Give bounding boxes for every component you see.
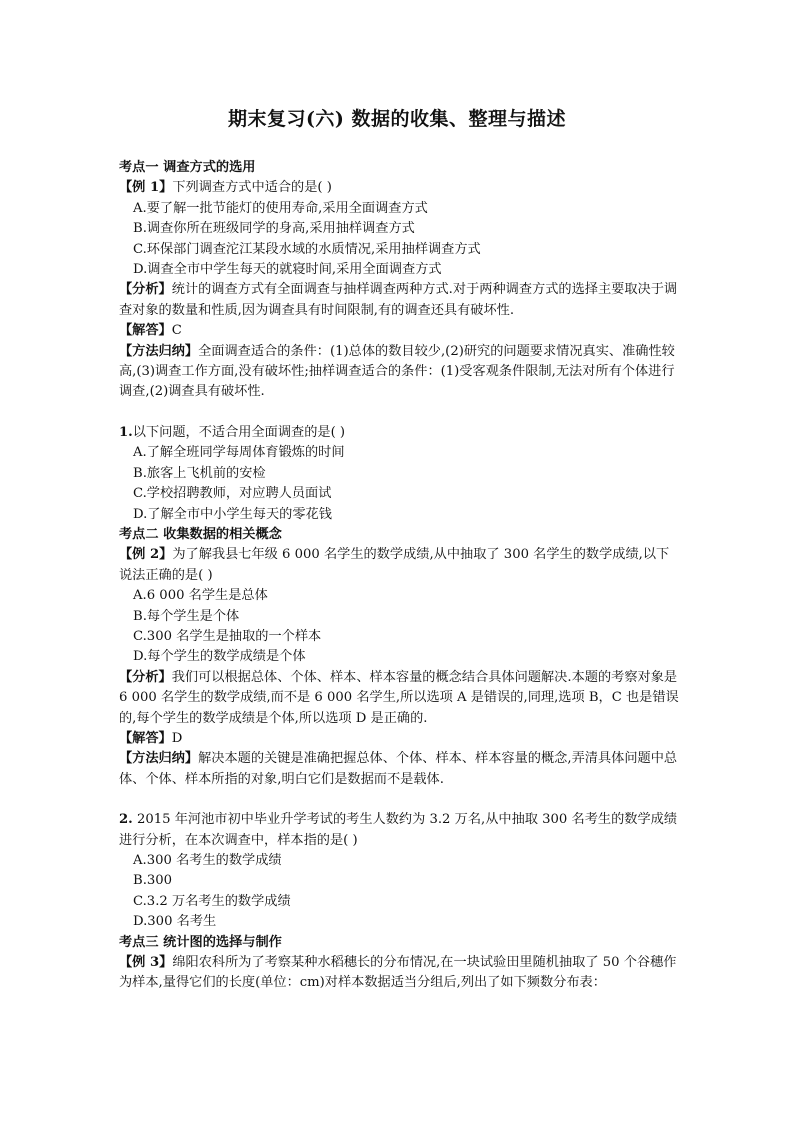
option-a: A.300 名考生的数学成绩 [133, 853, 282, 868]
option-a: A.了解全班同学每周体育锻炼的时间 [133, 445, 345, 461]
analysis-tag: 【分析】 [119, 669, 172, 685]
answer-1 [119, 321, 679, 341]
option-c: C.学校招聘教师，对应聘人员面试 [133, 486, 332, 502]
option-c: C.300 名学生是抽取的一个样本 [133, 628, 322, 644]
question-number: 2. [119, 812, 133, 828]
example-tag: 【例 2】 [119, 547, 173, 563]
method-text: 全面调查适合的条件：(1)总体的数目较少,(2)研究的问题要求情况真实、准确性较高,(3)调查工作方面,没有破坏性;抽样调查适合的条件：(1)受客观条件限制,无法对所有个体进行调查,(2)调查具有破坏性. [119, 343, 675, 400]
example-question: 为了解我县七年级 6 000 名学生的数学成绩,从中抽取了 300 名学生的数学成绩,以下说法正确的是( ) [119, 547, 670, 583]
method-tag: 【方法归纳】 [119, 751, 199, 767]
document-body [119, 158, 679, 994]
question-text: 以下问题，不适合用全面调查的是( ) [132, 424, 346, 440]
spacer [119, 790, 679, 810]
answer-tag: 【解答】 [119, 323, 172, 339]
example-2 [119, 545, 679, 586]
example-question: 下列调查方式中适合的是( ) [172, 180, 332, 196]
example-tag: 【例 3】 [119, 955, 173, 971]
option-c: C.3.2 万名考生的数学成绩 [133, 893, 291, 909]
example-tag: 【例 1】 [119, 180, 173, 196]
method-1 [119, 342, 679, 403]
option-a: A.要了解一批节能灯的使用寿命,采用全面调查方式 [133, 200, 428, 216]
answer-text: C [171, 323, 182, 339]
example-1 [119, 178, 679, 198]
option-d: D.了解全市中小学生每天的零花钱 [133, 506, 332, 522]
section-heading-2: 考点二 收集数据的相关概念 [119, 526, 282, 542]
answer-tag: 【解答】 [119, 730, 172, 746]
analysis-1 [119, 280, 679, 321]
option-d: D.每个学生的数学成绩是个体 [133, 649, 306, 665]
option-b: B.每个学生是个体 [133, 608, 240, 624]
method-2 [119, 749, 679, 790]
answer-text: D [171, 730, 183, 746]
option-a: A.6 000 名学生是总体 [133, 588, 268, 604]
question-number: 1. [119, 424, 133, 440]
analysis-text: 统计的调查方式有全面调查与抽样调查两种方式.对于两种调查方式的选择主要取决于调查对象的数量和性质,因为调查具有时间限制,有的调查还具有破坏性. [119, 282, 678, 318]
option-b: B.旅客上飞机前的安检 [133, 465, 266, 481]
example-question: 绵阳农科所为了考察某种水稻穗长的分布情况,在一块试验田里随机抽取了 50 个谷穗作为样本,量得它们的长度(单位：cm)对样本数据适当分组后,列出了如下频数分布表： [119, 955, 677, 991]
option-c: C.环保部门调查沱江某段水域的水质情况,采用抽样调查方式 [133, 241, 481, 257]
spacer [119, 403, 679, 423]
section-heading-1: 考点一 调查方式的选用 [119, 160, 256, 175]
option-b: B.300 [133, 873, 173, 889]
page-title: 期末复习(六) 数据的收集、整理与描述 [227, 108, 567, 130]
method-tag: 【方法归纳】 [119, 343, 199, 359]
question-1 [119, 423, 679, 443]
option-b: B.调查你所在班级同学的身高,采用抽样调查方式 [133, 221, 415, 237]
section-heading-3: 考点三 统计图的选择与制作 [119, 934, 282, 950]
example-3 [119, 953, 679, 994]
option-d: D.300 名考生 [133, 914, 217, 930]
analysis-tag: 【分析】 [119, 282, 172, 298]
method-text: 解决本题的关键是准确把握总体、个体、样本、样本容量的概念,弄清具体问题中总体、个体、样本所指的对象,明白它们是数据而不是载体. [119, 751, 678, 787]
question-2 [119, 810, 679, 851]
analysis-text: 我们可以根据总体、个体、样本、样本容量的概念结合具体问题解决.本题的考察对象是 6 000 名学生的数学成绩,而不是 6 000 名学生,所以选项 A 是错误的,同理,选项 B，C 也是错误的,每个学生的数学成绩是个体,所以选项 D 是正确的. [119, 669, 679, 726]
option-d: D.调查全市中学生每天的就寝时间,采用全面调查方式 [133, 262, 442, 278]
answer-2 [119, 729, 679, 749]
analysis-2 [119, 668, 679, 729]
question-text: 2015 年河池市初中毕业升学考试的考生人数约为 3.2 万名,从中抽取 300 名考生的数学成绩进行分析，在本次调查中，样本指的是( ) [119, 812, 678, 848]
